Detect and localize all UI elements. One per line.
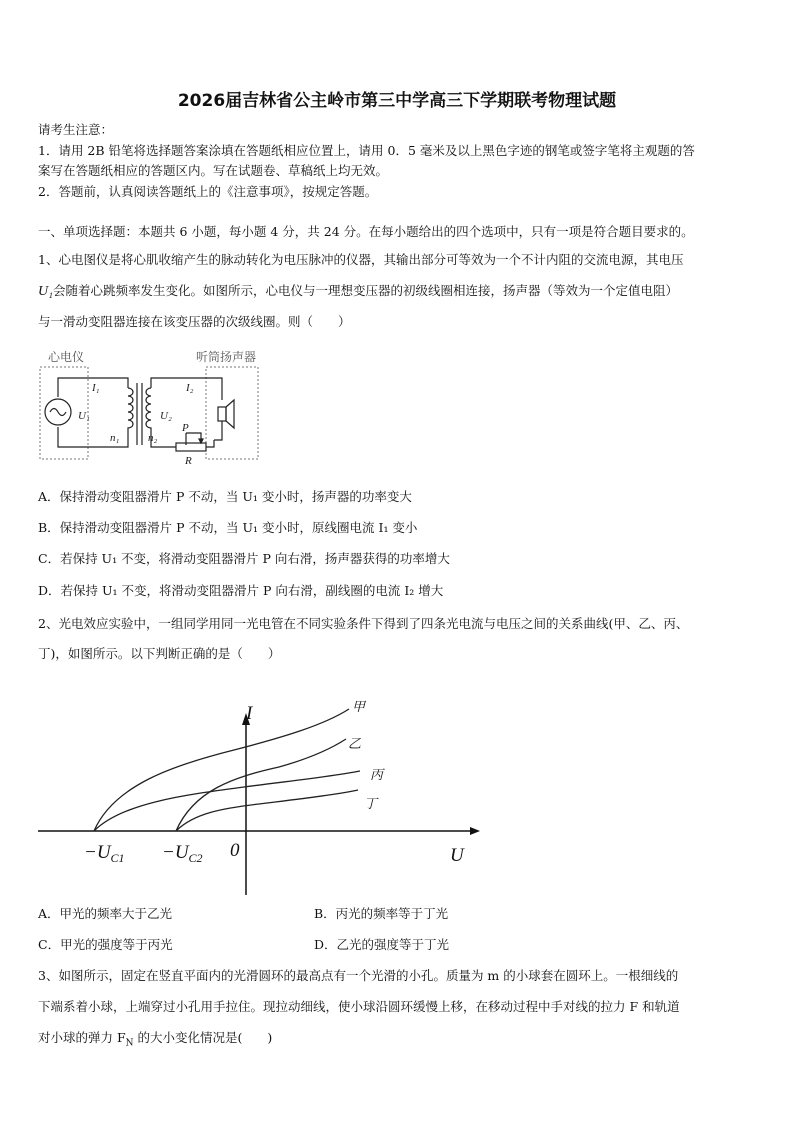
notice-line-1a: 1．请用 2B 铅笔将选择题答案涂填在答题纸相应位置上，请用 0．5 毫米及以上黑色字迹的钢笔或签字笔将主观题的答 [38,143,695,158]
label-n1: n₁ [110,432,120,444]
fig-left-label: 心电仪 [48,350,85,364]
page-title: 2026届吉林省公主岭市第三中学高三下学期联考物理试题 [177,91,617,111]
curve-label-jia: 甲 [352,699,366,714]
q1-option-a: A．保持滑动变阻器滑片 P 不动，当 U₁ 变小时，扬声器的功率变大 [38,489,412,504]
label-i2: I₂ [186,382,194,394]
origin-label: 0 [230,840,240,861]
notice-line-2: 2．答题前，认真阅读答题纸上的《注意事项》，按规定答题。 [38,184,378,199]
q3-stem-line3: 对小球的弹力 $F_N$ 的大小变化情况是( ) [38,1030,273,1049]
uc2-label: $-U_{C2}$ [162,842,203,865]
axis-u-label: U [450,845,464,866]
label-p: P [182,422,189,434]
fig-right-label: 听筒扬声器 [196,350,257,364]
label-i1: I₁ [92,382,100,394]
q1-var-u1: U₁ [38,284,53,299]
q2-option-b: B．丙光的频率等于丁光 [314,906,449,921]
q2-option-c: C．甲光的强度等于丙光 [38,937,173,952]
q2-stem-line1: 2、光电效应实验中，一组同学用同一光电管在不同实验条件下得到了四条光电流与电压之间的关系曲线(甲、乙、丙、 [38,616,689,631]
label-u2: U₂ [160,410,172,422]
curve-label-ding: 丁 [364,796,378,811]
label-n2: n₂ [148,432,158,444]
q1-option-c: C．若保持 U₁ 不变，将滑动变阻器滑片 P 向右滑，扬声器获得的功率增大 [38,551,450,566]
q3-stem-line2: 下端系着小球，上端穿过小孔用手拉住。现拉动细线，使小球沿圆环缓慢上移，在移动过程中手对线的拉力 F 和轨道 [38,999,680,1014]
uc1-label: $-U_{C1}$ [84,842,125,865]
notice-line-1b: 案写在答题纸相应的答题区内。写在试题卷、草稿纸上均无效。 [38,163,389,178]
q1-stem-line2: U₁会随着心跳频率发生变化。如图所示，心电仪与一理想变压器的初级线圈相连接，扬声器（等效为一个定值电阻） [38,283,678,299]
axis-i-label: I [246,703,253,724]
q2-option-a: A．甲光的频率大于乙光 [38,906,173,921]
q1-option-b: B．保持滑动变阻器滑片 P 不动，当 U₁ 变小时，原线圈电流 I₁ 变小 [38,520,418,535]
curve-label-bing: 丙 [370,767,384,782]
notice-heading: 请考生注意： [38,122,114,137]
curve-label-yi: 乙 [348,736,362,751]
q1-stem-line3: 与一滑动变阻器连接在该变压器的次级线圈。则（ ） [38,314,351,329]
q1-option-d: D．若保持 U₁ 不变，将滑动变阻器滑片 P 向右滑，副线圈的电流 I₂ 增大 [38,583,444,598]
q3-stem-line1: 3、如图所示，固定在竖直平面内的光滑圆环的最高点有一个光滑的小孔。质量为 m 的小球套在圆环上。一根细线的 [38,968,679,983]
q2-option-d: D．乙光的强度等于丁光 [314,937,450,952]
q1-stem-line1: 1、心电图仪是将心肌收缩产生的脉动转化为电压脉冲的仪器，其输出部分可等效为一个不计内阻的交流电源，其电压 [38,252,684,267]
q2-stem-line2: 丁)，如图所示。以下判断正确的是（ ） [38,646,281,661]
transformer-circuit-figure [36,345,276,470]
section-heading: 一、单项选择题：本题共 6 小题，每小题 4 分，共 24 分。在每小题给出的四个选项中，只有一项是符合题目要求的。 [38,224,694,239]
photoelectric-iv-graph [34,695,489,900]
label-r: R [185,455,192,467]
label-u1: U₁ [78,410,90,422]
